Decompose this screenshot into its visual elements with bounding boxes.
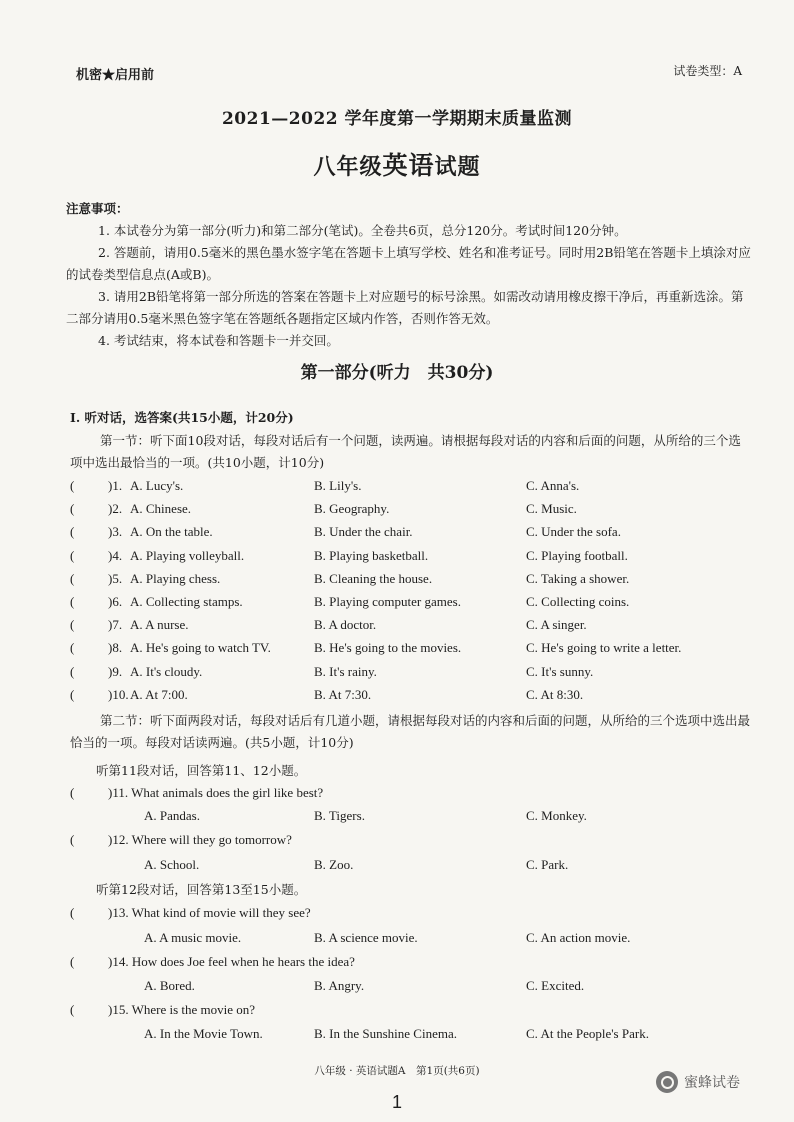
answer-blank: (: [70, 1002, 75, 1017]
option-a: A. A music movie.: [144, 930, 242, 945]
notice-heading: 注意事项：: [66, 201, 129, 216]
question-row: [68, 687, 768, 710]
part-one-title: 第一部分(听力 共30分): [300, 363, 494, 383]
option-c: C. Monkey.: [526, 808, 587, 823]
answer-blank: (: [70, 640, 75, 655]
question-row: [68, 832, 768, 855]
watermark: [656, 1071, 740, 1093]
question-number: )1.: [108, 478, 123, 493]
exam-title: 2021—2022 学年度第一学期期末质量监测: [221, 109, 573, 129]
option-a: A. School.: [144, 857, 200, 872]
question-row: [68, 594, 768, 617]
page-footer: 八年级 · 英语试题A 第1页(共6页): [314, 1065, 480, 1077]
listening-instruction: 听第11段对话，回答第11、12小题。: [96, 763, 307, 778]
notice-item: 3. 请用2B铅笔将第一部分所选的答案在答题卡上对应题号的标号涂黑。如需改动请用橡皮擦干净后，再重新选涂。第二部分请用0.5毫米黑色签字笔在答题纸各题指定区域内作答，否则作答无效。: [66, 289, 744, 326]
question-number: )10.: [108, 687, 129, 702]
option-b: B. At 7:30.: [314, 687, 372, 702]
option-c: C. He's going to write a letter.: [526, 640, 682, 655]
option-b: B. Playing computer games.: [314, 594, 461, 609]
option-a: A. At 7:00.: [130, 687, 188, 702]
option-b: B. A science movie.: [314, 930, 418, 945]
answer-blank: (: [70, 571, 75, 586]
answer-blank: (: [70, 664, 75, 679]
option-c: C. Under the sofa.: [526, 524, 621, 539]
subtitle-suffix: 试题: [434, 154, 481, 180]
answer-blank: (: [70, 501, 75, 516]
notice-item: 4. 考试结束，将本试卷和答题卡一并交回。: [98, 333, 339, 348]
option-c: C. Anna's.: [526, 478, 580, 493]
option-b: B. It's rainy.: [314, 664, 377, 679]
question-stem: )12. Where will they go tomorrow?: [108, 832, 292, 847]
option-c: C. Music.: [526, 501, 577, 516]
section-part2-intro: 第二节：听下面两段对话，每段对话后有几道小题，请根据每段对话的内容和后面的问题，从所给的三个选项中选出最恰当的一项。每段对话读两遍。(共5小题，计10分): [70, 713, 751, 750]
answer-blank: (: [70, 548, 75, 563]
question-row: [68, 617, 768, 640]
listening-instruction: 听第12段对话，回答第13至15小题。: [96, 882, 307, 897]
answer-blank: (: [70, 594, 75, 609]
question-row: [68, 905, 768, 928]
question-stem: )13. What kind of movie will they see?: [108, 905, 311, 920]
answer-blank: (: [70, 785, 75, 800]
section-part1-intro: 第一节：听下面10段对话，每段对话后有一个问题，读两遍。请根据每段对话的内容和后面的问题，从所给的三个选项中选出最恰当的一项。(共10小题，计10分): [70, 433, 741, 470]
option-a: A. In the Movie Town.: [144, 1026, 263, 1041]
answer-blank: (: [70, 954, 75, 969]
question-stem: )15. Where is the movie on?: [108, 1002, 256, 1017]
notice-block: [66, 198, 756, 352]
option-b: B. Geography.: [314, 501, 390, 516]
option-a: A. It's cloudy.: [130, 664, 203, 679]
option-b: B. Angry.: [314, 978, 365, 993]
page-number: 1: [391, 1092, 402, 1112]
confidential-label: 机密★启用前: [76, 68, 155, 83]
question-row: [68, 478, 768, 501]
question-stem: )14. How does Joe feel when he hears the idea?: [108, 954, 355, 969]
option-a: A. Bored.: [144, 978, 195, 993]
answer-blank: (: [70, 524, 75, 539]
question-number: )4.: [108, 548, 123, 563]
option-a: A. Playing volleyball.: [130, 548, 245, 563]
option-a: A. Pandas.: [144, 808, 200, 823]
option-b: B. Cleaning the house.: [314, 571, 433, 586]
option-b: B. He's going to the movies.: [314, 640, 462, 655]
section-heading: Ⅰ. 听对话，选答案(共15小题，计20分): [70, 410, 294, 425]
option-a: A. A nurse.: [130, 617, 189, 632]
question-number: )2.: [108, 501, 123, 516]
options-row: [68, 930, 768, 953]
subtitle-subject: 英语: [382, 151, 435, 180]
option-a: A. He's going to watch TV.: [130, 640, 271, 655]
option-b: B. Lily's.: [314, 478, 362, 493]
option-a: A. Chinese.: [130, 501, 192, 516]
answer-blank: (: [70, 905, 75, 920]
question-row: [68, 501, 768, 524]
option-a: A. Playing chess.: [130, 571, 221, 586]
question-number: )5.: [108, 571, 123, 586]
option-c: C. It's sunny.: [526, 664, 594, 679]
question-row: [68, 640, 768, 663]
options-row: [68, 857, 768, 880]
question-stem: )11. What animals does the girl like best?: [108, 785, 324, 800]
answer-blank: (: [70, 832, 75, 847]
options-row: [68, 1026, 768, 1049]
option-b: B. Tigers.: [314, 808, 365, 823]
paper-type-label: 试卷类型：A: [673, 64, 742, 78]
options-row: [68, 808, 768, 831]
answer-blank: (: [70, 617, 75, 632]
option-b: B. Under the chair.: [314, 524, 413, 539]
option-c: C. An action movie.: [526, 930, 631, 945]
question-number: )3.: [108, 524, 123, 539]
answer-blank: (: [70, 687, 75, 702]
subtitle-grade: 八年级: [313, 154, 383, 180]
option-c: C. Playing football.: [526, 548, 628, 563]
option-b: B. Playing basketball.: [314, 548, 429, 563]
option-c: C. At 8:30.: [526, 687, 584, 702]
option-c: C. Excited.: [526, 978, 585, 993]
option-b: B. A doctor.: [314, 617, 377, 632]
notice-item: 1. 本试卷分为第一部分(听力)和第二部分(笔试)。全卷共6页，总分120分。考试时间120分钟。: [98, 223, 627, 238]
option-b: B. Zoo.: [314, 857, 354, 872]
watermark-text: 蜜蜂试卷: [684, 1075, 740, 1091]
question-row: [68, 571, 768, 594]
option-c: C. A singer.: [526, 617, 587, 632]
option-b: B. In the Sunshine Cinema.: [314, 1026, 457, 1041]
question-row: [68, 785, 768, 808]
question-row: [68, 548, 768, 571]
question-number: )8.: [108, 640, 123, 655]
option-c: C. At the People's Park.: [526, 1026, 649, 1041]
option-c: C. Taking a shower.: [526, 571, 630, 586]
question-row: [68, 954, 768, 977]
question-row: [68, 1002, 768, 1025]
question-number: )6.: [108, 594, 123, 609]
option-c: C. Park.: [526, 857, 569, 872]
question-number: )9.: [108, 664, 123, 679]
option-c: C. Collecting coins.: [526, 594, 630, 609]
question-row: [68, 524, 768, 547]
option-a: A. Lucy's.: [130, 478, 184, 493]
answer-blank: (: [70, 478, 75, 493]
question-row: [68, 664, 768, 687]
option-a: A. On the table.: [130, 524, 213, 539]
notice-item: 2. 答题前，请用0.5毫米的黑色墨水签字笔在答题卡上填写学校、姓名和准考证号。同时用2B铅笔在答题卡上填涂对应的试卷类型信息点(A或B)。: [66, 245, 751, 282]
question-number: )7.: [108, 617, 123, 632]
search-icon: [656, 1071, 678, 1093]
options-row: [68, 978, 768, 1001]
exam-subtitle: [0, 146, 794, 182]
option-a: A. Collecting stamps.: [130, 594, 243, 609]
